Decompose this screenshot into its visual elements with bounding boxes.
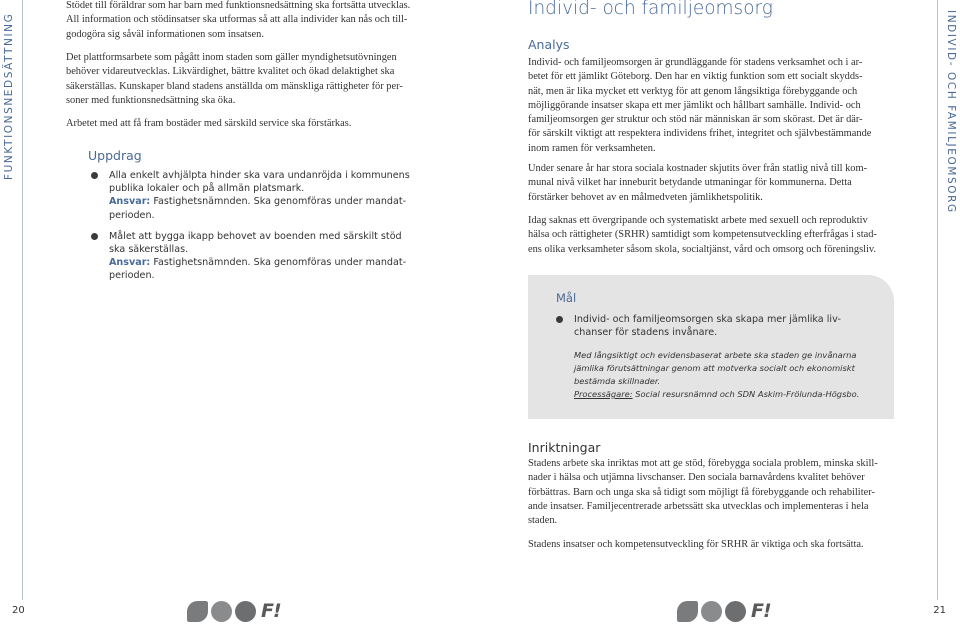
processagare-label: Processägare: xyxy=(574,389,633,399)
inriktningar-line: ande insatser. Familjecentrerade arbetssätt ska utvecklas och implementeras i hela xyxy=(528,500,869,512)
inriktningar-line: staden. xyxy=(528,515,558,527)
page-title: Individ- och familjeomsorg xyxy=(528,0,773,19)
intro-paragraph xyxy=(66,0,466,42)
ansvar-text: Fastighetsnämnden. Ska genomföras under mandat- xyxy=(150,257,407,269)
uppdrag-item-line: ska säkerställas. xyxy=(109,244,189,256)
uppdrag-item-line: Målet att bygga ikapp behovet av boenden med särskilt stöd xyxy=(109,230,402,242)
inriktningar-paragraph-2: Stadens insatser och kompetensutveckling för SRHR är viktiga och ska fortsätta. xyxy=(528,539,864,550)
mal-description-line: Med långsiktigt och evidensbaserat arbete ska staden ge invånarna xyxy=(574,350,857,360)
analys-line: möjliggörande insatser skapa ett mer jämlikt och hållbart samhälle. Individ- och xyxy=(528,99,861,111)
mal-item-line: Individ- och familjeomsorgen ska skapa mer jämlika liv- xyxy=(574,314,841,325)
uppdrag-list xyxy=(82,169,442,291)
housing-paragraph: Arbetet med att få fram bostäder med särskild service ska förstärkas. xyxy=(66,118,352,129)
page-number-right: 21 xyxy=(933,605,946,616)
inriktningar-line: Stadens arbete ska inriktas mot att ge stöd, förebygga sociala problem, minska skill- xyxy=(528,458,878,469)
analys-line: munal nivå vilket har inneburit betydande utmaningar för kommunerna. Detta xyxy=(528,177,852,189)
left-side-tab-label: FUNKTIONSNEDSÄTTNING xyxy=(3,12,15,180)
mal-description-line: bestämda skillnader. xyxy=(574,376,661,386)
mal-item-line: chanser för stadens invånare. xyxy=(574,327,718,339)
hand-icon xyxy=(187,601,208,622)
ansvar-label: Ansvar: xyxy=(109,196,151,208)
processagare-line xyxy=(574,388,884,401)
footer-logo-left xyxy=(187,600,281,622)
uppdrag-heading: Uppdrag xyxy=(88,148,142,163)
hand-icon xyxy=(677,601,698,622)
page-number-left: 20 xyxy=(12,605,25,616)
mal-heading: Mål xyxy=(556,291,577,305)
ansvar-label: Ansvar: xyxy=(109,257,151,269)
right-side-tab-label: INDIVID- OCH FAMILJEOMSORG xyxy=(945,10,957,214)
analys-line: ens olika verksamheter såsom skola, socialtjänst, vård och omsorg och föreningsliv. xyxy=(528,243,877,255)
mal-description xyxy=(574,349,884,401)
inriktningar-heading: Inriktningar xyxy=(528,440,601,455)
bird-icon xyxy=(701,601,722,622)
f-logo-text: F! xyxy=(261,600,281,622)
footer-logo-right xyxy=(677,600,771,622)
analys-line: nät, men är lika mycket ett verktyg för att genom långsiktiga förebyggande och xyxy=(528,85,858,97)
mal-description-line: jämlika förutsättningar genom att motverka socialt och ekonomiskt xyxy=(574,363,855,373)
analys-line: Idag saknas ett övergripande och systematiskt arbete med sexuell och reproduktiv xyxy=(528,215,868,226)
inriktningar-line: nader i hälsa och utjämna livschanser. Den sociala barnavårdens kvalitet behöver xyxy=(528,472,865,484)
platform-line: Det plattformsarbete som pågått inom staden som gäller myndighetsutövningen xyxy=(66,52,397,63)
processagare-text: Social resursnämnd och SDN Askim-Frölunda-Högsbo. xyxy=(632,389,860,399)
bullet-icon xyxy=(91,172,98,179)
uppdrag-item-line: publika lokaler och på allmän platsmark. xyxy=(109,183,305,195)
analys-line: för särskilt viktigt att respektera individens frihet, integritet och självbestämmande xyxy=(528,128,872,140)
platform-paragraph xyxy=(66,51,466,108)
ansvar-text: perioden. xyxy=(109,270,155,282)
analys-line: inom ramen för verksamheten. xyxy=(528,142,656,154)
platform-line: soner med funktionsnedsättning ska öka. xyxy=(66,94,236,106)
inriktningar-line: förbättras. Barn och unga ska så tidigt som möjligt få förebyggande och rehabiliter- xyxy=(528,486,875,498)
uppdrag-item-line: Alla enkelt avhjälpta hinder ska vara undanröjda i kommunens xyxy=(109,170,410,181)
f-logo-text: F! xyxy=(751,600,771,622)
analys-line: familjeomsorgen ger struktur och stöd när människan är som skörast. Det är där- xyxy=(528,114,863,126)
uppdrag-item xyxy=(82,230,442,283)
analys-line: Under senare år har stora sociala kostnader skjutits över från statlig nivå till kom- xyxy=(528,163,868,174)
intro-line: Stödet till föräldrar som har barn med funktionsnedsättning ska fortsätta utvecklas. xyxy=(66,0,411,11)
v-circle-icon xyxy=(235,601,256,622)
mal-item xyxy=(556,313,894,339)
left-side-tab xyxy=(0,0,23,600)
bullet-icon xyxy=(91,233,98,240)
analys-paragraph-1 xyxy=(528,56,918,156)
inriktningar-paragraph-1 xyxy=(528,457,918,528)
bullet-icon xyxy=(556,316,563,323)
ansvar-line xyxy=(109,256,442,269)
analys-line: hälsa och rättigheter (SRHR) samtidigt som kompetensutveckling efterfrågas i stad- xyxy=(528,229,877,241)
analys-paragraph-3 xyxy=(528,214,918,257)
platform-line: säkerställas. Kunskaper bland stadens anställda om mänskliga rättigheter för per- xyxy=(66,80,403,92)
intro-line: godogöra sig såväl informationen som insatsen. xyxy=(66,28,264,40)
uppdrag-item xyxy=(82,169,442,222)
analys-line: betet för ett jämlikt Göteborg. Den har en viktig funktion som ett socialt skydds- xyxy=(528,71,863,83)
right-side-tab xyxy=(937,0,960,600)
intro-line: All information och stödinsatser ska utformas så att alla individer kan nås och till- xyxy=(66,14,408,26)
mal-box xyxy=(528,275,894,419)
analys-paragraph-2 xyxy=(528,162,918,205)
analys-line: förstärker behovet av en målmedveten jämlikhetspolitik. xyxy=(528,191,763,203)
v-circle-icon xyxy=(725,601,746,622)
ansvar-text: Fastighetsnämnden. Ska genomföras under mandat- xyxy=(150,196,407,208)
analys-line: Individ- och familjeomsorgen är grundläggande för stadens verksamhet och i ar- xyxy=(528,57,863,68)
platform-line: behöver vidareutvecklas. Likvärdighet, bättre kvalitet och ökad delaktighet ska xyxy=(66,66,395,78)
ansvar-text: perioden. xyxy=(109,209,155,221)
ansvar-line xyxy=(109,195,442,208)
bird-icon xyxy=(211,601,232,622)
analys-heading: Analys xyxy=(528,37,570,52)
